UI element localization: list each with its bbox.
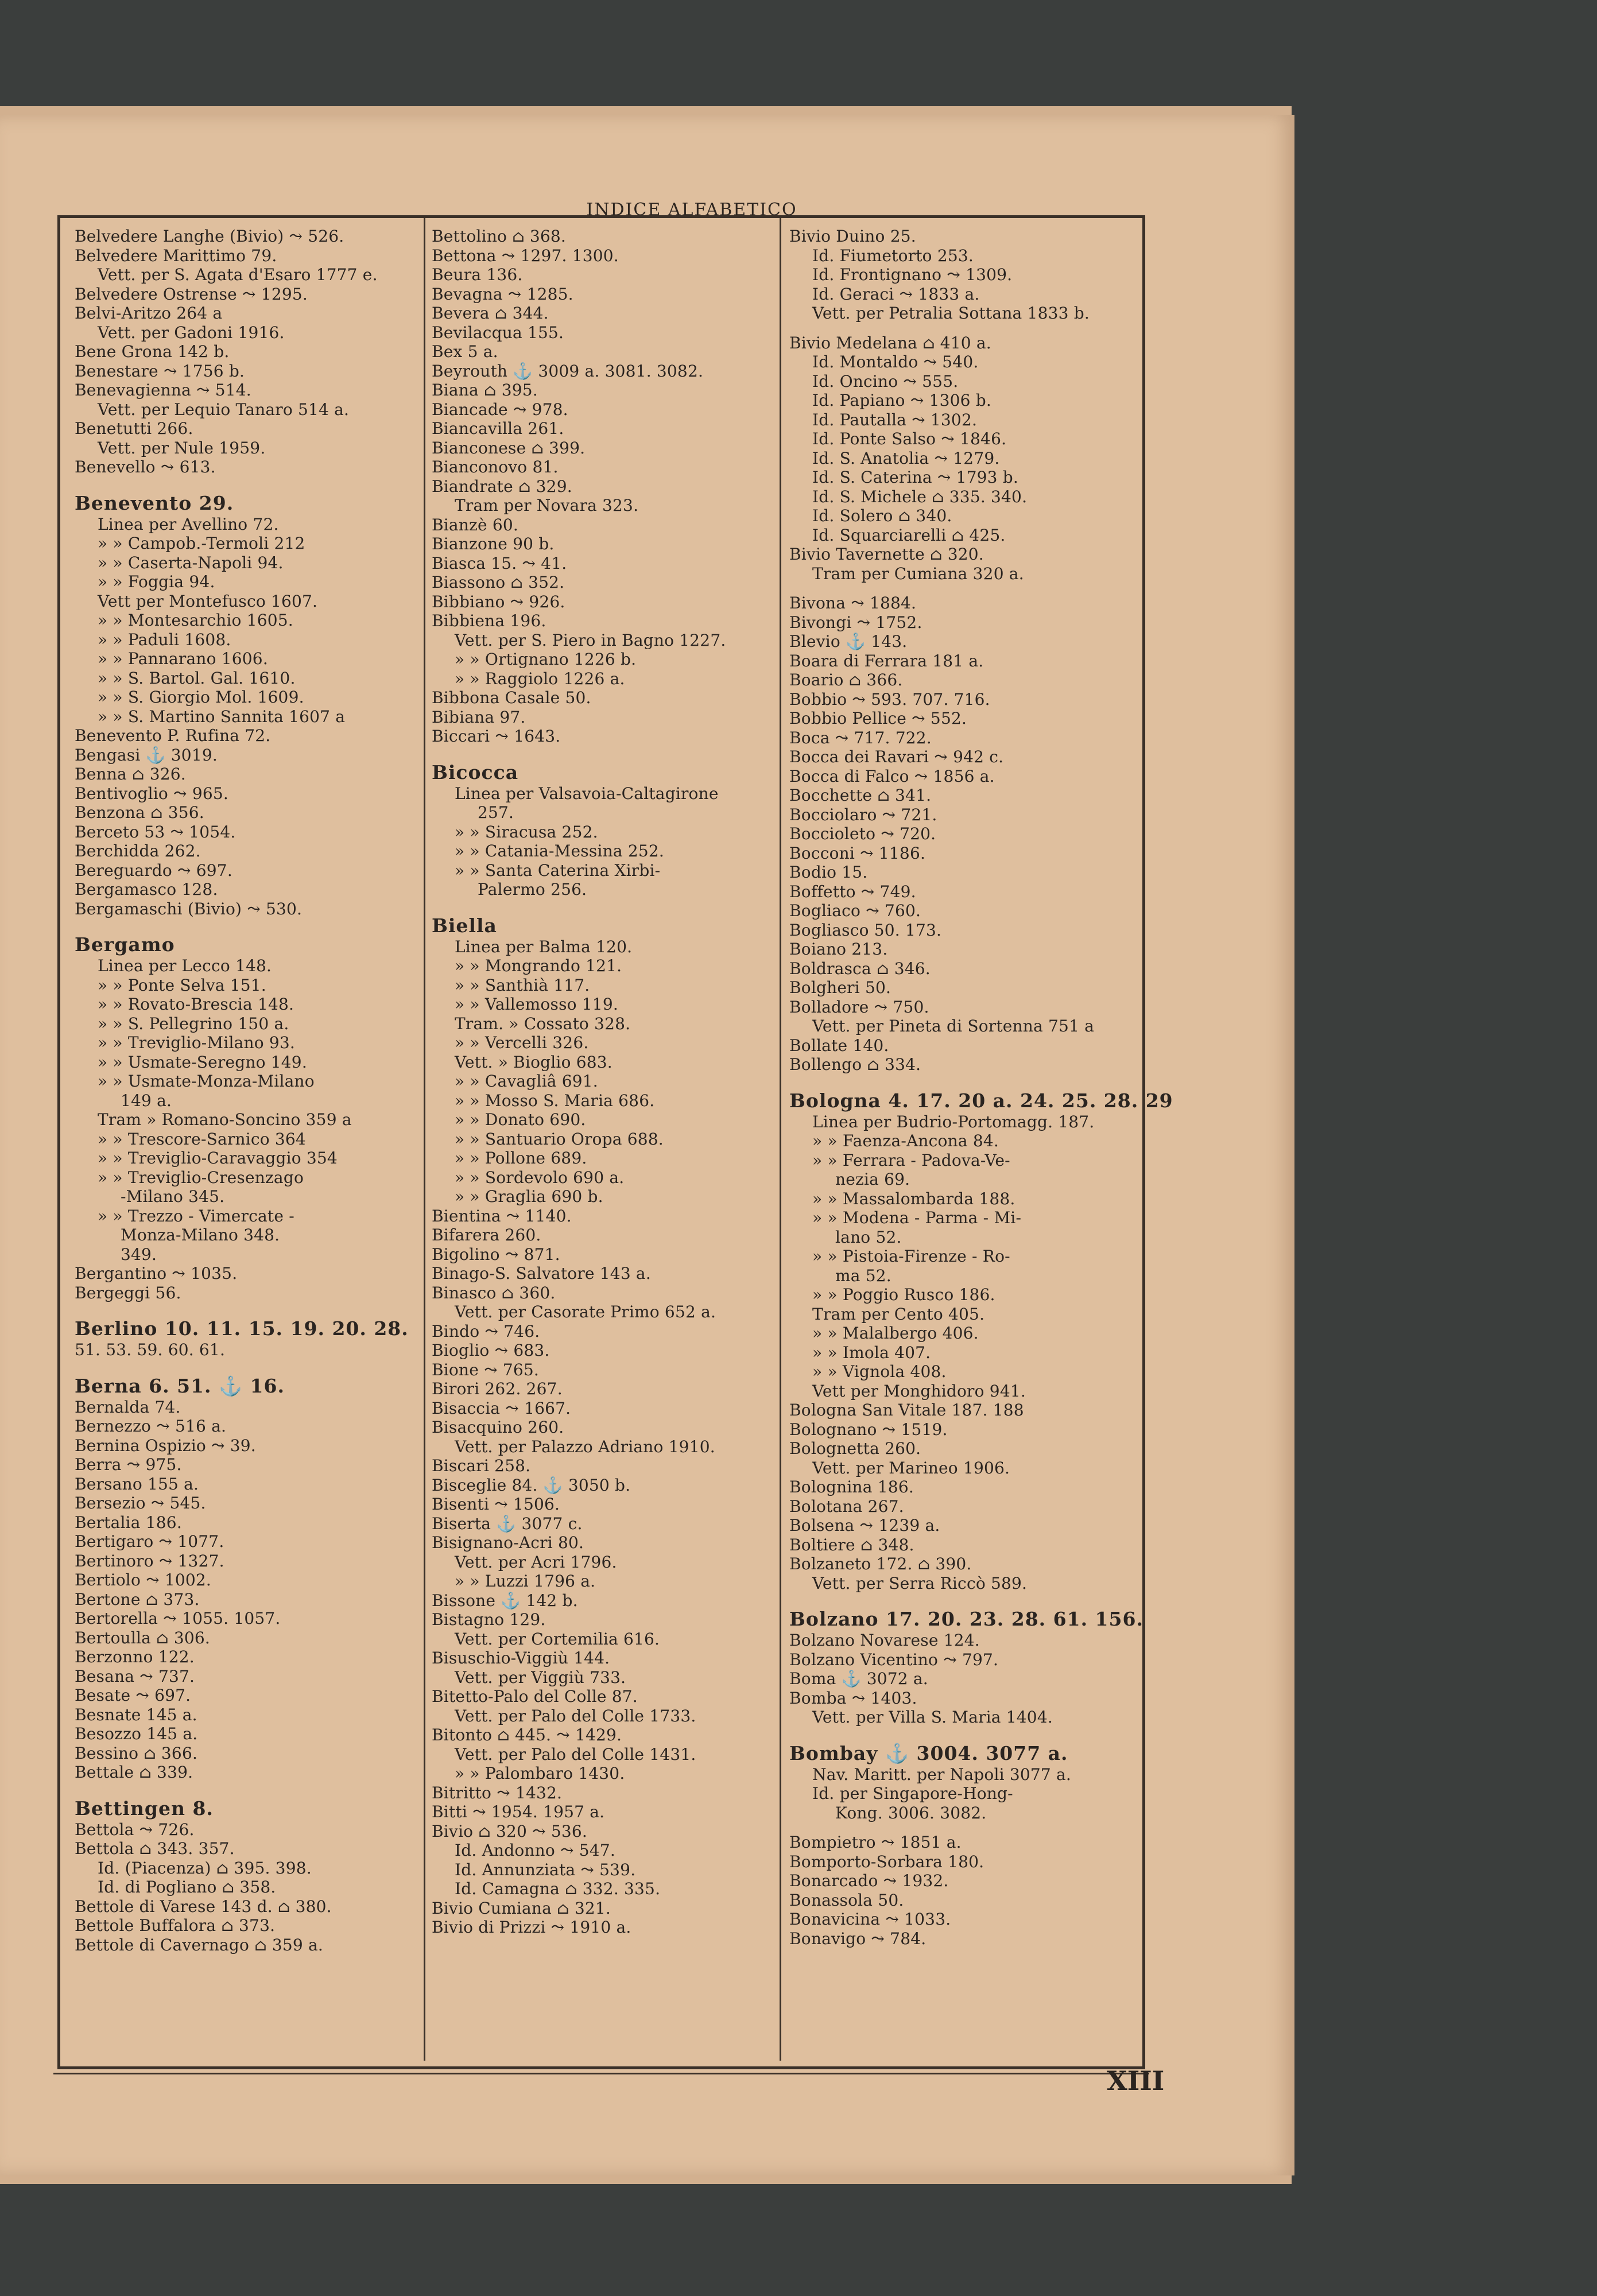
index-entry: Vett per Monghidoro 941. <box>812 1381 1026 1401</box>
index-entry: Linea per Avellino 72. <box>98 514 279 534</box>
index-entry: Boffetto ⤳ 749. <box>789 882 916 901</box>
index-entry: » » Mongrando 121. <box>455 956 622 975</box>
column-divider-2 <box>780 218 781 2061</box>
index-entry: Bolzano Novarese 124. <box>789 1631 980 1650</box>
index-entry: Bersano 155 a. <box>75 1474 199 1494</box>
index-entry: » » Malalbergo 406. <box>812 1324 979 1343</box>
index-entry: Bettole di Varese 143 d. ⌂ 380. <box>75 1896 332 1916</box>
index-heading: Bergamo <box>75 933 175 956</box>
index-entry: Tram per Cumiana 320 a. <box>812 564 1024 583</box>
index-entry: Kong. 3006. 3082. <box>835 1803 987 1822</box>
index-entry: Bitritto ⤳ 1432. <box>432 1783 563 1802</box>
index-entry: Id. Ponte Salso ⤳ 1846. <box>812 429 1007 448</box>
index-entry: Bivio di Prizzi ⤳ 1910 a. <box>432 1918 631 1937</box>
index-entry: 257. <box>478 803 514 822</box>
index-entry: Id. Frontignano ⤳ 1309. <box>812 265 1013 284</box>
index-entry: Tram. » Cossato 328. <box>455 1014 631 1033</box>
index-column-1 <box>75 227 413 2058</box>
index-entry: Bianzè 60. <box>432 515 519 534</box>
index-entry: Bologna San Vitale 187. 188 <box>789 1401 1024 1420</box>
index-heading: Bettingen 8. <box>75 1797 214 1820</box>
index-heading: Berna 6. 51. ⚓ 16. <box>75 1374 285 1397</box>
index-entry: » » Mosso S. Maria 686. <box>455 1091 655 1110</box>
index-entry: » » S. Pellegrino 150 a. <box>98 1014 289 1033</box>
index-entry: Bettale ⌂ 339. <box>75 1763 193 1782</box>
index-entry: Palermo 256. <box>478 880 587 899</box>
index-entry: Bianconovo 81. <box>432 457 559 476</box>
index-entry: » » Usmate-Seregno 149. <box>98 1052 307 1072</box>
index-entry: ma 52. <box>835 1266 891 1285</box>
index-entry: » » Imola 407. <box>812 1343 931 1362</box>
index-entry: Bolognetta 260. <box>789 1439 921 1458</box>
index-entry: Bex 5 a. <box>432 342 498 361</box>
index-entry: Id. S. Caterina ⤳ 1793 b. <box>812 468 1019 487</box>
index-entry: » » Ponte Selva 151. <box>98 975 266 995</box>
index-entry: Bocca di Falco ⤳ 1856 a. <box>789 766 995 786</box>
index-entry: Bianconese ⌂ 399. <box>432 438 586 457</box>
spacer <box>789 1822 1134 1833</box>
index-entry: Bertalia 186. <box>75 1512 182 1532</box>
index-entry: Bolzano Vicentino ⤳ 797. <box>789 1650 999 1669</box>
index-entry: Bocchette ⌂ 341. <box>789 786 932 805</box>
index-entry: 149 a. <box>121 1091 172 1110</box>
index-entry: Id. Camagna ⌂ 332. 335. <box>455 1879 661 1898</box>
index-entry: » » Catania-Messina 252. <box>455 841 664 860</box>
index-entry: Bogliasco 50. 173. <box>789 920 942 940</box>
index-entry: Bessino ⌂ 366. <box>75 1743 198 1763</box>
index-entry: Belvedere Langhe (Bivio) ⤳ 526. <box>75 227 344 246</box>
index-entry: Vett. per Villa S. Maria 1404. <box>812 1708 1053 1727</box>
index-entry: Belvi-Aritzo 264 a <box>75 304 223 323</box>
index-entry: Tram » Romano-Soncino 359 a <box>98 1110 352 1129</box>
index-entry: Bergantino ⤳ 1035. <box>75 1264 238 1283</box>
index-entry: Biserta ⚓ 3077 c. <box>432 1514 583 1533</box>
index-entry: Bollate 140. <box>789 1035 889 1055</box>
index-entry: Tram per Cento 405. <box>812 1304 985 1324</box>
index-entry: Id. S. Michele ⌂ 335. 340. <box>812 487 1028 506</box>
index-entry: Boario ⌂ 366. <box>789 670 903 689</box>
index-entry: Bogliaco ⤳ 760. <box>789 901 921 920</box>
index-entry: Vett. per S. Piero in Bagno 1227. <box>455 630 726 650</box>
index-entry: » » Vercelli 326. <box>455 1033 589 1052</box>
index-entry: » » Luzzi 1796 a. <box>455 1572 596 1591</box>
index-entry: Boara di Ferrara 181 a. <box>789 651 984 670</box>
index-entry: » » Santa Caterina Xirbi- <box>455 860 661 880</box>
index-entry: Bertiolo ⤳ 1002. <box>75 1570 212 1589</box>
index-entry: Bisacquino 260. <box>432 1418 564 1437</box>
index-entry: Benestare ⤳ 1756 b. <box>75 361 245 381</box>
index-entry: Bergamaschi (Bivio) ⤳ 530. <box>75 899 303 918</box>
index-heading: Berlino 10. 11. 15. 19. 20. 28. <box>75 1317 409 1340</box>
index-entry: » » S. Bartol. Gal. 1610. <box>98 668 296 688</box>
index-entry: Vett. per Nule 1959. <box>98 438 266 457</box>
index-entry: Bettona ⤳ 1297. 1300. <box>432 246 619 265</box>
spacer <box>789 323 1134 333</box>
index-entry: Vett. per Gadoni 1916. <box>98 323 285 342</box>
index-entry: Bibbona Casale 50. <box>432 688 591 707</box>
index-entry: Bivio Cumiana ⌂ 321. <box>432 1898 611 1918</box>
index-column-3 <box>789 227 1173 2058</box>
index-entry: Biasca 15. ⤳ 41. <box>432 553 567 573</box>
index-heading: Bombay ⚓ 3004. 3077 a. <box>789 1742 1068 1764</box>
index-entry: » » S. Martino Sannita 1607 a <box>98 707 346 726</box>
index-heading: Bologna 4. 17. 20 a. 24. 25. 28. 29 <box>789 1089 1173 1112</box>
index-entry: Biassono ⌂ 352. <box>432 573 565 592</box>
index-entry: Bompietro ⤳ 1851 a. <box>789 1833 962 1852</box>
index-entry: Bitonto ⌂ 445. ⤳ 1429. <box>432 1725 622 1744</box>
index-entry: Biccari ⤳ 1643. <box>432 727 561 746</box>
index-entry: Biancavilla 261. <box>432 419 564 438</box>
index-entry: nezia 69. <box>835 1170 910 1189</box>
index-entry: Bisenti ⤳ 1506. <box>432 1495 560 1514</box>
index-entry: Bitetto-Palo del Colle 87. <box>432 1687 638 1706</box>
index-entry: Biscari 258. <box>432 1456 531 1475</box>
index-entry: Boltiere ⌂ 348. <box>789 1535 914 1554</box>
index-entry: Bianzone 90 b. <box>432 534 555 553</box>
index-entry: Bisignano-Acri 80. <box>432 1533 584 1552</box>
index-entry: Id. S. Anatolia ⤳ 1279. <box>812 448 1000 468</box>
index-entry: Tram per Novara 323. <box>455 496 639 515</box>
index-heading: Biella <box>432 914 497 937</box>
index-entry: Id. per Singapore-Hong- <box>812 1784 1013 1803</box>
index-entry: Bettole Buffalora ⌂ 373. <box>75 1916 276 1935</box>
index-entry: Bergamasco 128. <box>75 880 218 899</box>
index-entry: Bisceglie 84. ⚓ 3050 b. <box>432 1475 631 1495</box>
index-entry: Besozzo 145 a. <box>75 1724 198 1743</box>
index-entry: » » Paduli 1608. <box>98 630 231 649</box>
index-entry: Bomba ⤳ 1403. <box>789 1688 917 1708</box>
index-entry: Besana ⤳ 737. <box>75 1666 195 1686</box>
index-entry: » » Trezzo - Vimercate - <box>98 1206 294 1225</box>
index-entry: » » Campob.-Termoli 212 <box>98 534 305 553</box>
index-entry: Belvedere Marittimo 79. <box>75 246 277 265</box>
index-entry: » » Faenza-Ancona 84. <box>812 1131 999 1150</box>
index-entry: Besate ⤳ 697. <box>75 1686 191 1705</box>
index-entry: » » Poggio Rusco 186. <box>812 1285 995 1304</box>
index-entry: Berra ⤳ 975. <box>75 1455 182 1474</box>
index-entry: Vett. per Pineta di Sortenna 751 a <box>812 1017 1095 1035</box>
index-entry: Id. Solero ⌂ 340. <box>812 506 952 525</box>
index-entry: Bettole di Cavernago ⌂ 359 a. <box>75 1935 324 1954</box>
index-entry: Vett. per Marineo 1906. <box>812 1458 1010 1477</box>
index-entry: Vett. per Serra Riccò 589. <box>812 1573 1028 1593</box>
index-entry: Vett. per Lequio Tanaro 514 a. <box>98 400 350 419</box>
index-entry: Bolgheri 50. <box>789 978 891 997</box>
index-entry: Bonarcado ⤳ 1932. <box>789 1871 949 1890</box>
index-entry: Vett. per Viggiù 733. <box>455 1667 626 1687</box>
index-entry: Bibbiano ⤳ 926. <box>432 592 565 611</box>
index-entry: Bodio 15. <box>789 863 868 882</box>
column-divider-1 <box>424 218 425 2061</box>
index-entry: » » Siracusa 252. <box>455 822 598 841</box>
index-entry: Bione ⤳ 765. <box>432 1360 539 1379</box>
index-entry: Boccioleto ⤳ 720. <box>789 824 936 843</box>
index-entry: Biancade ⤳ 978. <box>432 400 568 419</box>
index-entry: Bientina ⤳ 1140. <box>432 1206 572 1225</box>
index-entry: » » Pistoia-Firenze - Ro- <box>812 1247 1010 1266</box>
index-entry: Monza-Milano 348. <box>121 1225 280 1244</box>
index-entry: Id. Oncino ⤳ 555. <box>812 371 959 391</box>
index-entry: Bivio Duino 25. <box>789 227 916 246</box>
index-entry: Bersezio ⤳ 545. <box>75 1494 206 1512</box>
index-entry: Bifarera 260. <box>432 1225 541 1244</box>
index-entry: Bevilacqua 155. <box>432 323 564 342</box>
index-entry: Bibbiena 196. <box>432 611 546 630</box>
index-entry: Linea per Lecco 148. <box>98 956 272 975</box>
index-entry: Benevello ⤳ 613. <box>75 457 216 476</box>
index-entry: Benzona ⌂ 356. <box>75 803 204 822</box>
index-entry: » » Palombaro 1430. <box>455 1764 625 1783</box>
index-entry: Binago-S. Salvatore 143 a. <box>432 1264 651 1283</box>
index-entry: Bolladore ⤳ 750. <box>789 997 929 1017</box>
index-entry: Bitti ⤳ 1954. 1957 a. <box>432 1802 605 1821</box>
index-entry: Id. Geraci ⤳ 1833 a. <box>812 284 980 304</box>
index-entry: » » Usmate-Monza-Milano <box>98 1072 315 1091</box>
index-entry: Boiano 213. <box>789 940 888 959</box>
index-entry: Vett per Montefusco 1607. <box>98 591 318 611</box>
index-entry: Bindo ⤳ 746. <box>432 1321 540 1341</box>
index-entry: 349. <box>121 1244 157 1264</box>
index-entry: Vett. per Palo del Colle 1431. <box>455 1744 696 1764</box>
index-entry: Bissone ⚓ 142 b. <box>432 1591 578 1610</box>
index-entry: Berchidda 262. <box>75 841 201 860</box>
index-entry: Belvedere Ostrense ⤳ 1295. <box>75 284 308 304</box>
index-entry: Bobbio ⤳ 593. 707. 716. <box>789 689 990 709</box>
index-entry: Linea per Valsavoia-Caltagirone <box>455 784 719 803</box>
index-entry: Bisaccia ⤳ 1667. <box>432 1398 571 1418</box>
index-entry: Bolzaneto 172. ⌂ 390. <box>789 1554 972 1573</box>
index-entry: Beyrouth ⚓ 3009 a. 3081. 3082. <box>432 361 704 381</box>
index-entry: Binasco ⌂ 360. <box>432 1283 556 1302</box>
index-entry: Id. Papiano ⤳ 1306 b. <box>812 391 991 410</box>
index-entry: » » Pannarano 1606. <box>98 649 268 668</box>
index-entry: Benetutti 266. <box>75 419 193 438</box>
index-entry: Bettola ⌂ 343. 357. <box>75 1839 235 1858</box>
index-entry: Bonassola 50. <box>789 1890 904 1910</box>
index-entry: Bernina Ospizio ⤳ 39. <box>75 1436 256 1455</box>
index-entry: Bevera ⌂ 344. <box>432 304 549 323</box>
index-entry: » » Massalombarda 188. <box>812 1189 1015 1208</box>
index-entry: Bergeggi 56. <box>75 1283 181 1302</box>
index-entry: Bioglio ⤳ 683. <box>432 1341 550 1360</box>
index-entry: Bertigaro ⤳ 1077. <box>75 1532 224 1551</box>
index-entry: Bivio ⌂ 320 ⤳ 536. <box>432 1821 587 1841</box>
index-entry: » » Ortignano 1226 b. <box>455 650 637 669</box>
page-number: XIII <box>1107 2065 1165 2096</box>
index-entry: Vett. per Palazzo Adriano 1910. <box>455 1437 715 1456</box>
index-entry: » » Santuario Oropa 688. <box>455 1129 664 1149</box>
index-entry: Bibiana 97. <box>432 707 526 727</box>
index-entry: Linea per Budrio-Portomagg. 187. <box>812 1112 1095 1131</box>
index-entry: Boma ⚓ 3072 a. <box>789 1669 928 1688</box>
index-entry: Bene Grona 142 b. <box>75 342 230 361</box>
index-entry: Bengasi ⚓ 3019. <box>75 745 218 765</box>
index-entry: Nav. Maritt. per Napoli 3077 a. <box>812 1764 1072 1784</box>
index-entry: Bernalda 74. <box>75 1397 181 1417</box>
index-entry: Berzonno 122. <box>75 1647 195 1666</box>
index-entry: Bivongi ⤳ 1752. <box>789 612 922 632</box>
index-heading: Benevento 29. <box>75 491 234 514</box>
index-entry: » » Graglia 690 b. <box>455 1187 603 1206</box>
index-entry: » » Treviglio-Milano 93. <box>98 1033 296 1052</box>
index-entry: Bisuschio-Viggiù 144. <box>432 1649 610 1667</box>
index-entry: Bolsena ⤳ 1239 a. <box>789 1516 940 1535</box>
index-entry: Benevento P. Rufina 72. <box>75 726 271 745</box>
index-entry: Vett. per Petralia Sottana 1833 b. <box>812 304 1090 323</box>
index-entry: Id. Annunziata ⤳ 539. <box>455 1860 636 1879</box>
index-entry: Id. Fiumetorto 253. <box>812 246 974 265</box>
index-entry: Benevagienna ⤳ 514. <box>75 381 251 400</box>
index-entry: Blevio ⚓ 143. <box>789 632 908 651</box>
index-entry: Berceto 53 ⤳ 1054. <box>75 822 236 841</box>
index-entry: Bobbio Pellice ⤳ 552. <box>789 709 967 728</box>
index-entry: Boca ⤳ 717. 722. <box>789 728 932 747</box>
index-entry: » » S. Giorgio Mol. 1609. <box>98 688 304 707</box>
index-heading: Bolzano 17. 20. 23. 28. 61. 156. <box>789 1608 1144 1630</box>
index-entry: Bolognina 186. <box>789 1477 914 1496</box>
index-entry: Bivona ⤳ 1884. <box>789 594 917 612</box>
index-entry: Vett. » Bioglio 683. <box>455 1052 613 1072</box>
index-entry: Bocciolaro ⤳ 721. <box>789 805 937 824</box>
index-entry: » » Santhià 117. <box>455 975 590 995</box>
index-entry: Bivio Medelana ⌂ 410 a. <box>789 333 991 352</box>
index-entry: Besnate 145 a. <box>75 1705 197 1724</box>
index-entry: Bertinoro ⤳ 1327. <box>75 1551 224 1570</box>
index-entry: Bettola ⤳ 726. <box>75 1820 195 1839</box>
index-entry: Bistagno 129. <box>432 1610 546 1629</box>
index-entry: Bentivoglio ⤳ 965. <box>75 784 228 803</box>
index-entry: Vett. per S. Agata d'Esaro 1777 e. <box>98 265 378 284</box>
spacer <box>789 583 1134 594</box>
index-entry: » » Trescore-Sarnico 364 <box>98 1129 306 1149</box>
index-entry: » » Vallemosso 119. <box>455 995 618 1014</box>
index-entry: Id. Squarciarelli ⌂ 425. <box>812 525 1006 545</box>
index-entry: Vett. per Casorate Primo 652 a. <box>455 1302 716 1321</box>
index-entry: Bonavigo ⤳ 784. <box>789 1929 927 1948</box>
page-header: INDICE ALFABETICO <box>586 200 797 220</box>
index-column-2 <box>432 227 770 2058</box>
index-entry: » » Rovato-Brescia 148. <box>98 995 294 1014</box>
index-entry: Bevagna ⤳ 1285. <box>432 284 573 304</box>
index-entry: Bivio Tavernette ⌂ 320. <box>789 545 984 564</box>
index-entry: Biandrate ⌂ 329. <box>432 476 572 496</box>
index-entry: Beura 136. <box>432 265 523 284</box>
index-entry: » » Raggiolo 1226 a. <box>455 669 625 688</box>
index-entry: Linea per Balma 120. <box>455 937 633 956</box>
index-heading: Bicocca <box>432 761 519 784</box>
index-entry: Bocconi ⤳ 1186. <box>789 843 926 863</box>
index-entry: 51. 53. 59. 60. 61. <box>75 1340 226 1359</box>
index-entry: Bertone ⌂ 373. <box>75 1589 200 1609</box>
index-entry: -Milano 345. <box>121 1187 225 1206</box>
book-page <box>0 115 1294 2175</box>
index-entry: Id. Andonno ⤳ 547. <box>455 1841 615 1860</box>
index-entry: » » Ferrara - Padova-Ve- <box>812 1150 1010 1170</box>
index-entry: » » Montesarchio 1605. <box>98 611 293 630</box>
index-entry: Bolognano ⤳ 1519. <box>789 1420 948 1439</box>
index-entry: Bocca dei Ravari ⤳ 942 c. <box>789 747 1004 766</box>
index-entry: Birori 262. 267. <box>432 1379 563 1398</box>
index-entry: lano 52. <box>835 1227 902 1247</box>
index-entry: Id. Pautalla ⤳ 1302. <box>812 410 978 429</box>
index-entry: » » Donato 690. <box>455 1110 586 1129</box>
index-entry: Benna ⌂ 326. <box>75 765 186 784</box>
index-entry: Bolotana 267. <box>789 1496 904 1516</box>
index-entry: Bonavicina ⤳ 1033. <box>789 1910 951 1929</box>
index-entry: Bernezzo ⤳ 516 a. <box>75 1417 227 1436</box>
index-entry: » » Modena - Parma - Mi- <box>812 1208 1022 1227</box>
index-entry: » » Vignola 408. <box>812 1362 947 1381</box>
index-entry: Id. di Pogliano ⌂ 358. <box>98 1878 276 1896</box>
index-entry: Boldrasca ⌂ 346. <box>789 959 931 978</box>
index-entry: Biana ⌂ 395. <box>432 381 538 400</box>
index-entry: Vett. per Cortemilia 616. <box>455 1629 660 1649</box>
index-entry: » » Foggia 94. <box>98 572 215 591</box>
index-entry: » » Cavagliâ 691. <box>455 1072 598 1091</box>
index-entry: Vett. per Acri 1796. <box>455 1552 617 1572</box>
index-entry: » » Treviglio-Caravaggio 354 <box>98 1149 338 1168</box>
index-entry: » » Treviglio-Cresenzago <box>98 1168 304 1187</box>
index-entry: Bertoulla ⌂ 306. <box>75 1628 211 1647</box>
index-entry: Id. (Piacenza) ⌂ 395. 398. <box>98 1858 312 1878</box>
index-entry: Bomporto-Sorbara 180. <box>789 1852 984 1871</box>
index-entry: Bigolino ⤳ 871. <box>432 1244 560 1264</box>
index-entry: » » Sordevolo 690 a. <box>455 1168 625 1187</box>
index-entry: Id. Montaldo ⤳ 540. <box>812 352 979 371</box>
index-entry: » » Pollone 689. <box>455 1149 587 1168</box>
index-entry: Bereguardo ⤳ 697. <box>75 860 232 880</box>
index-entry: » » Caserta-Napoli 94. <box>98 553 284 572</box>
index-entry: Bertorella ⤳ 1055. 1057. <box>75 1609 281 1628</box>
index-entry: Bollengo ⌂ 334. <box>789 1055 921 1074</box>
index-entry: Vett. per Palo del Colle 1733. <box>455 1706 696 1725</box>
index-entry: Bettolino ⌂ 368. <box>432 227 567 246</box>
